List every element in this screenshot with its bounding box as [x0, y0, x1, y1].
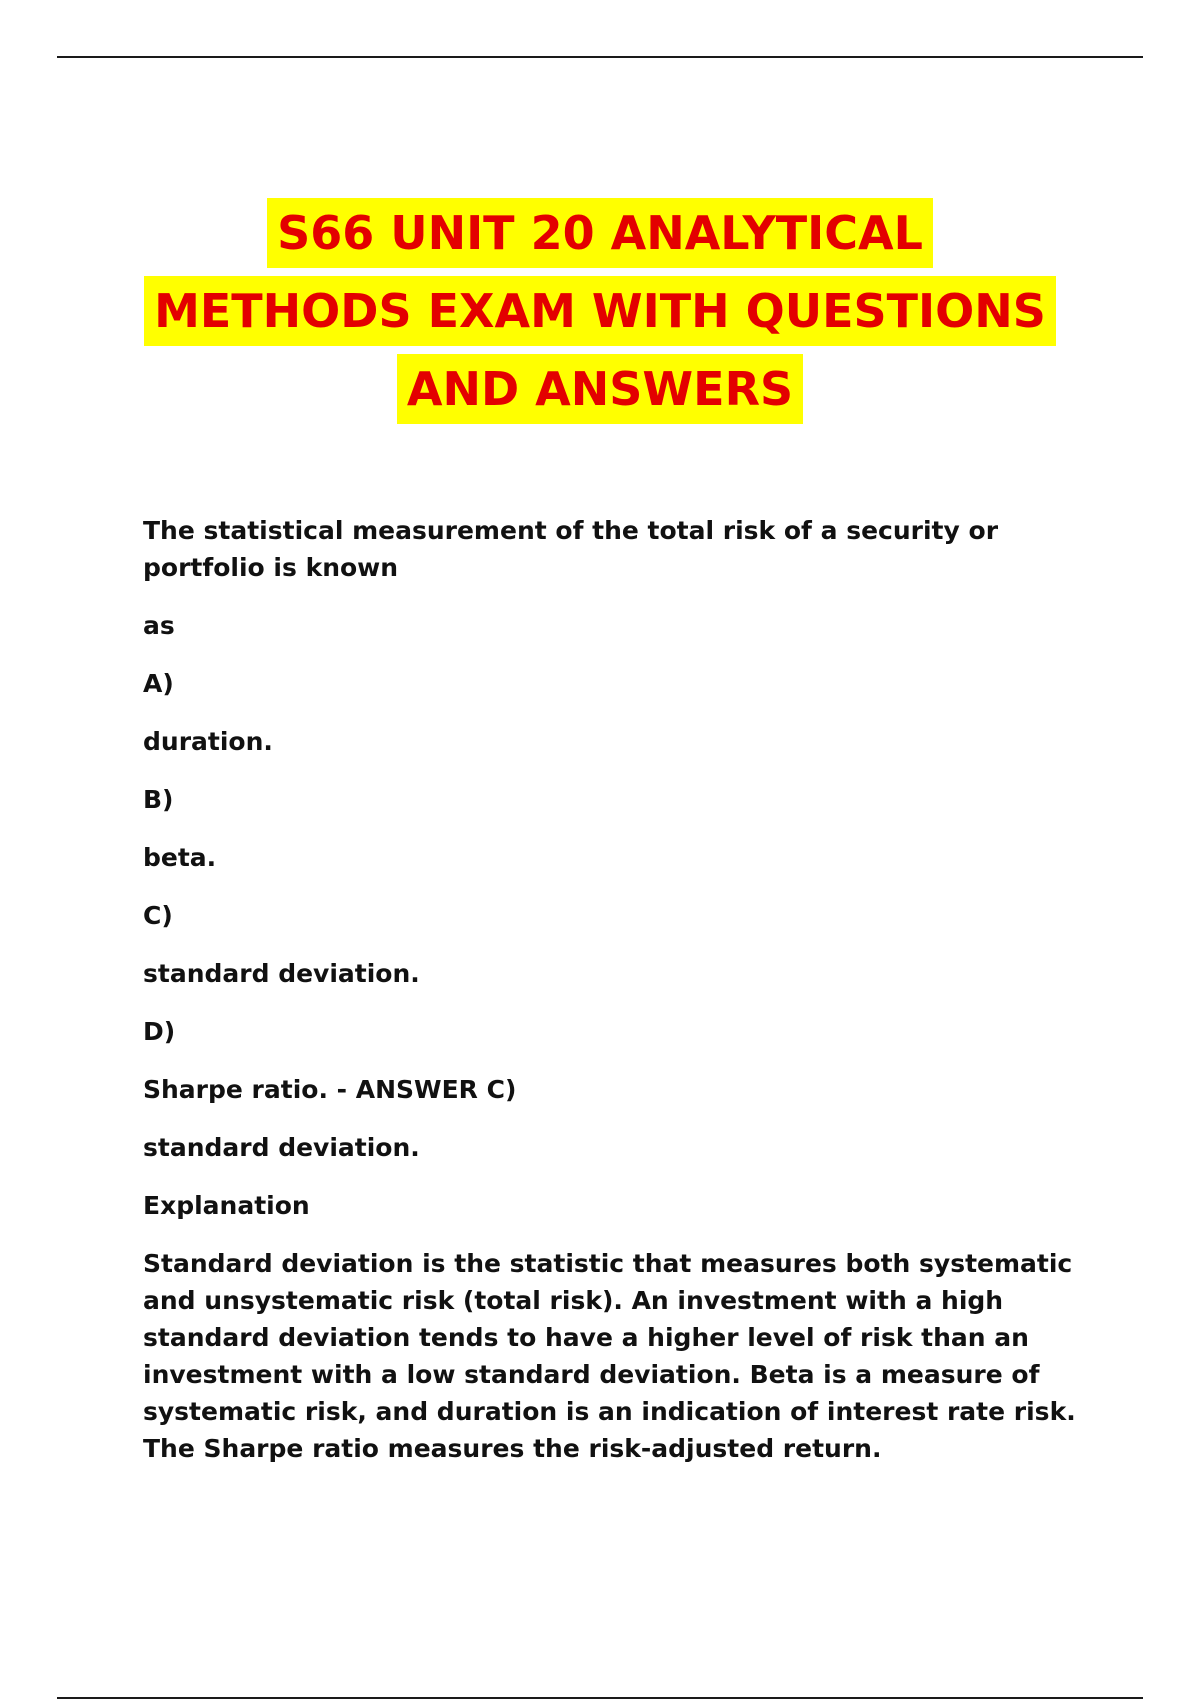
top-divider	[57, 56, 1143, 58]
title-line-2: METHODS EXAM WITH QUESTIONS	[144, 276, 1056, 346]
question-stem: The statistical measurement of the total risk of a security or portfolio is known	[143, 516, 999, 582]
title-line-1: S66 UNIT 20 ANALYTICAL	[267, 198, 933, 268]
bottom-divider	[57, 1697, 1143, 1699]
question-stem-continued: as	[143, 611, 175, 640]
option-c-letter: C)	[143, 901, 173, 930]
option-a-text: duration.	[143, 727, 273, 756]
option-d-text: Sharpe ratio. - ANSWER C)	[143, 1075, 517, 1104]
option-c-text: standard deviation.	[143, 959, 420, 988]
explanation-label: Explanation	[143, 1191, 310, 1220]
option-d-letter: D)	[143, 1017, 176, 1046]
answer-text: standard deviation.	[143, 1133, 420, 1162]
document-title	[0, 198, 1200, 432]
question-block	[143, 512, 1093, 1467]
option-b-text: beta.	[143, 843, 217, 872]
title-line-3: AND ANSWERS	[397, 354, 803, 424]
explanation-text: Standard deviation is the statistic that measures both systematic and unsystematic risk (total risk). An investment with a high standard deviation tends to have a higher level of risk than an investment with a low standard deviation. Beta is a measure of systematic risk, and duration is an indication of interest rate risk. The Sharpe ratio measures the risk-adjusted return.	[143, 1249, 1076, 1463]
option-a-letter: A)	[143, 669, 174, 698]
option-b-letter: B)	[143, 785, 174, 814]
